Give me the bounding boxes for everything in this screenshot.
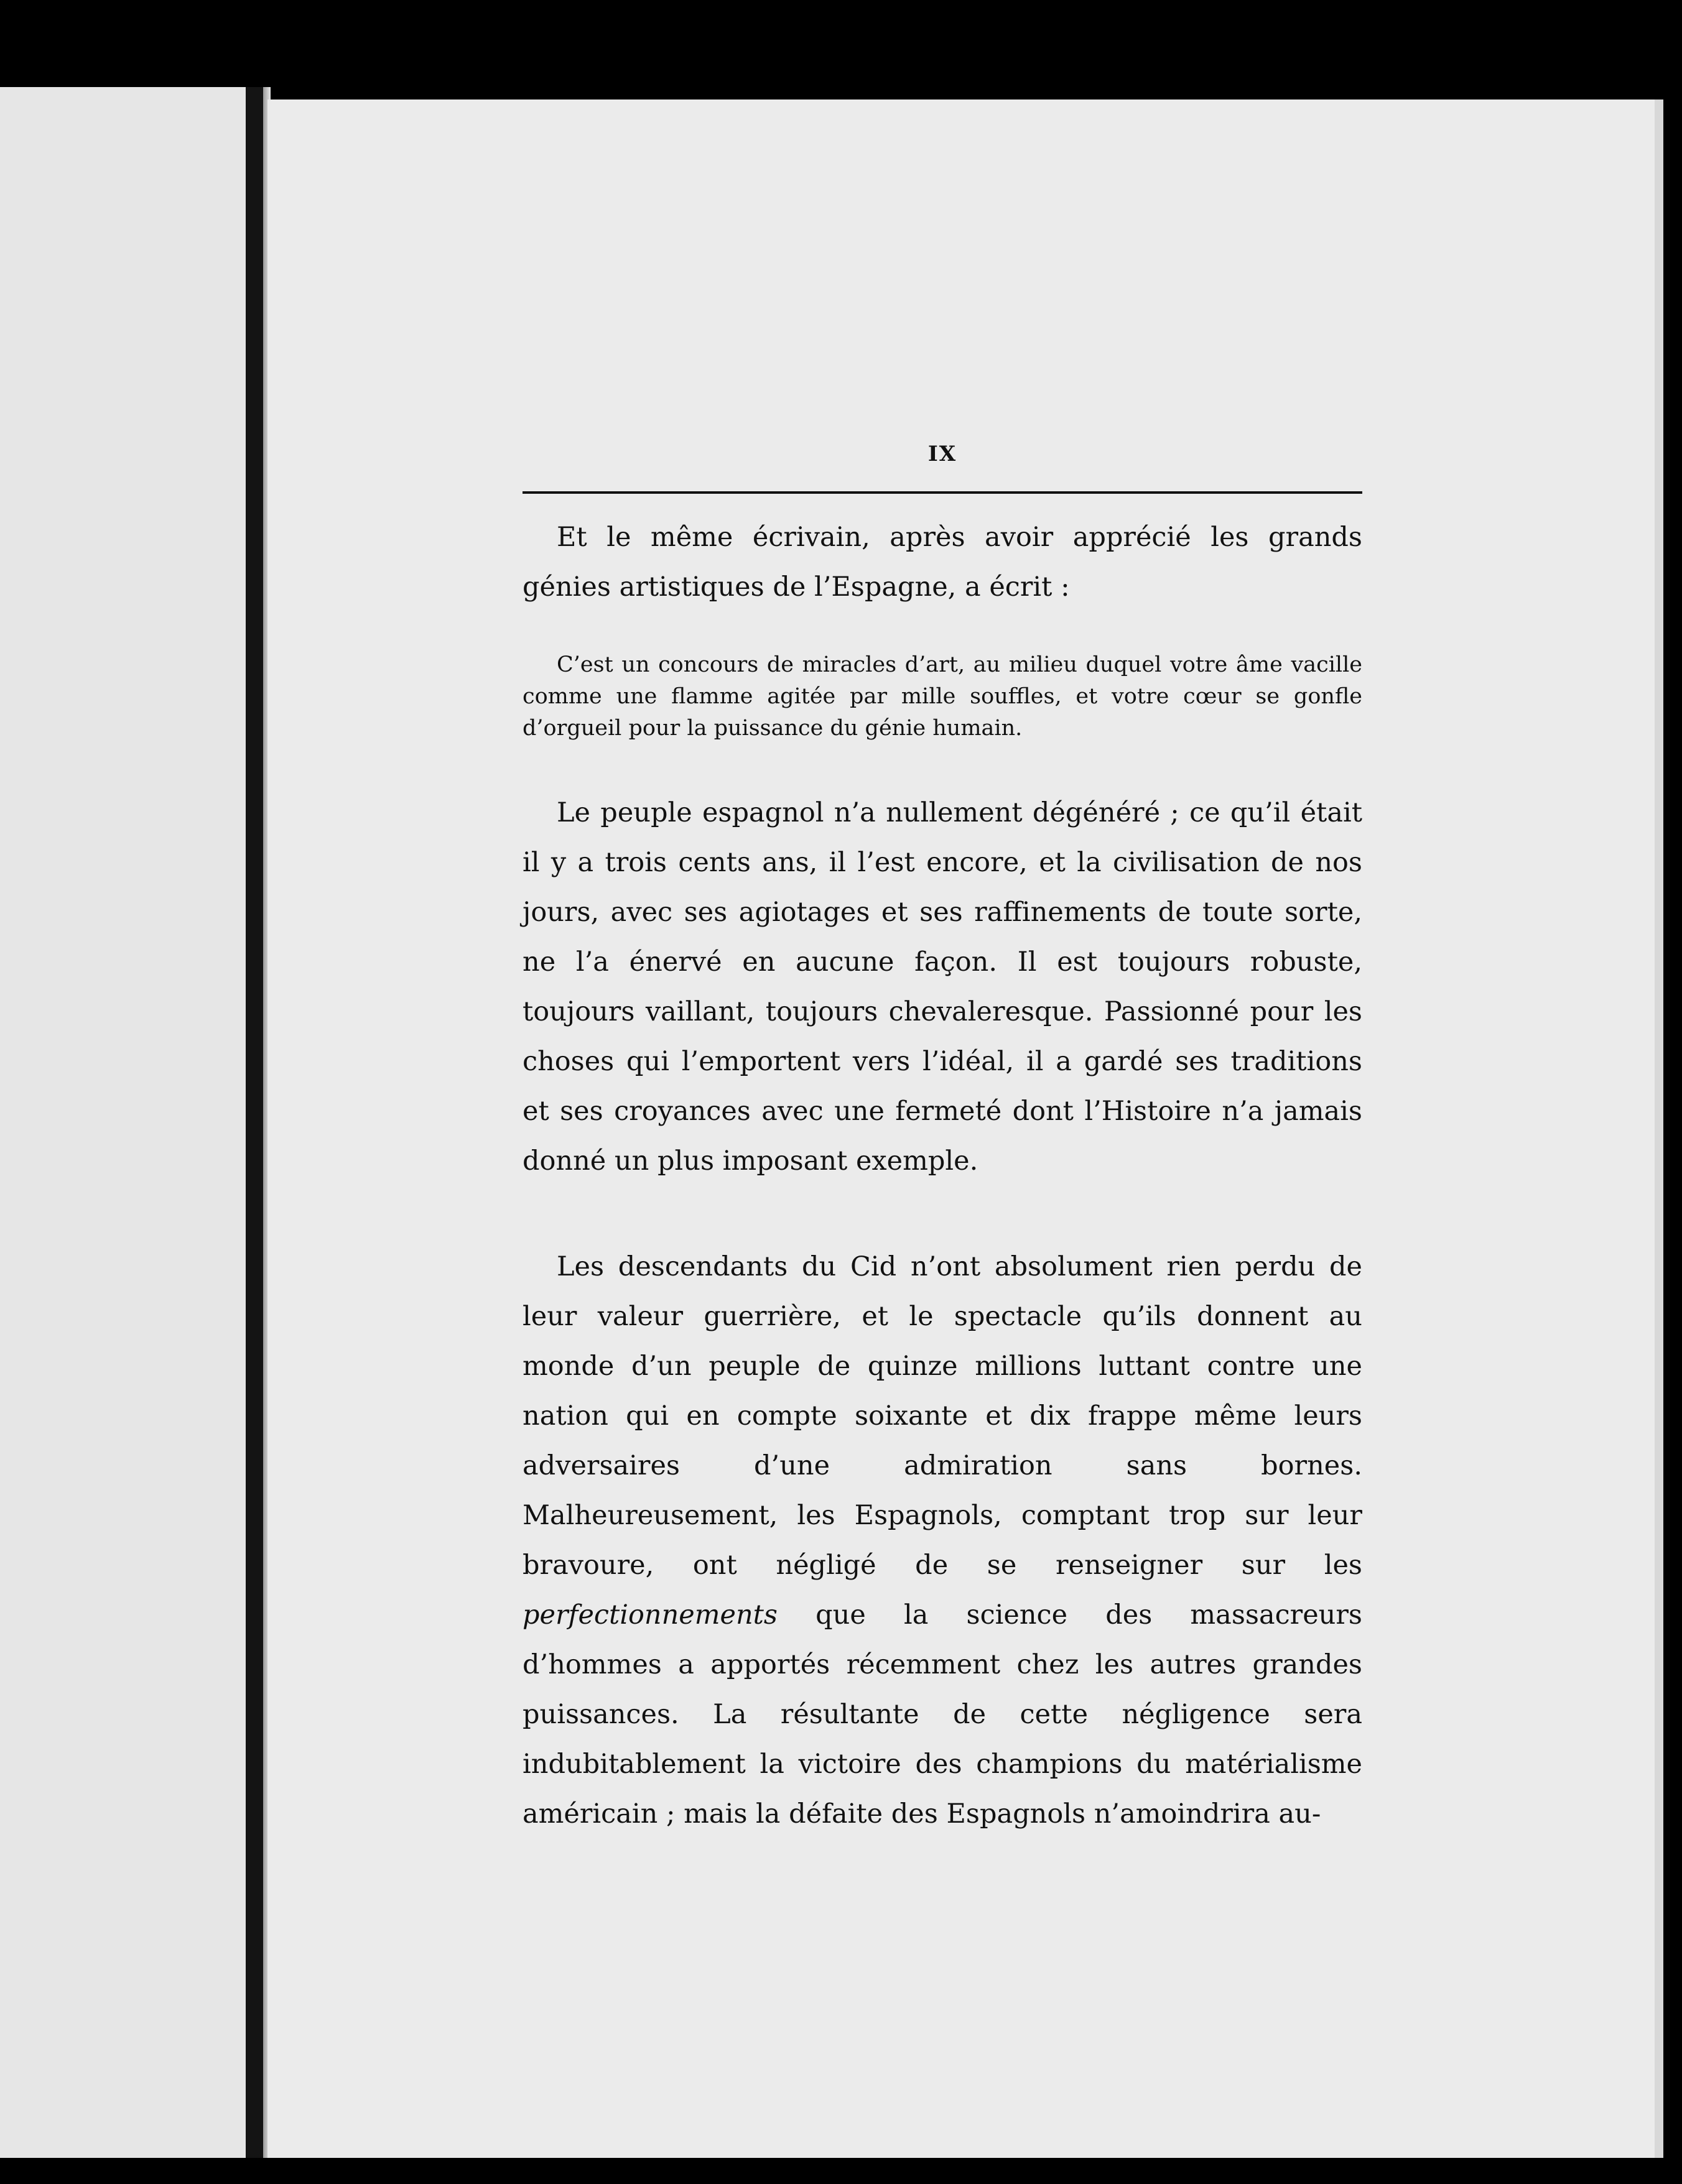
paragraph-2: Le peuple espagnol n’a nullement dégénéré ; ce qu’il était il y a trois cents ans, il l’est encore, et la civilisation de nos jours, avec ses agiotages et ses raffinements de toute sorte, ne l’a énervé en aucune façon. Il est toujours robuste, toujours vaillant, toujours chevaleresque. Passionné pour les choses qui l’emportent vers l’idéal, il a gardé ses traditions et ses croyances avec une fermeté dont l’Histoire n’a jamais donné un plus imposant exemple. <box>523 797 1362 1177</box>
paragraph-3-text-a: Les descendants du Cid n’ont absolument rien perdu de leur valeur guerrière, et le spectacle qu’ils donnent au monde d’un peuple de quinze millions luttant contre une nation qui en compte soixante et dix frappe même leurs adversaires d’une admiration sans bornes. Malheureusement, les Espagnols, comptant trop sur leur bravoure, ont négligé de se renseigner sur les <box>523 1251 1362 1581</box>
paragraph-3-italic: perfectionnements <box>523 1599 778 1631</box>
paragraph-1: Et le même écrivain, après avoir apprécié les grands génies artistiques de l’Espagne, a écrit : <box>523 522 1362 603</box>
book-gutter <box>246 87 263 2158</box>
facing-page-edge <box>0 87 252 2158</box>
paragraph-spacer <box>523 1186 1362 1242</box>
header-rule <box>523 491 1362 494</box>
book-page <box>267 99 1663 2158</box>
paragraph-3 <box>523 1242 1362 1839</box>
page-content <box>523 336 1362 1839</box>
paragraph-3-text-b: que la science des massacreurs d’hommes a apportés récemment chez les autres grandes puissances. La résultante de cette négligence sera indubitablement la victoire des champions du matérialisme américain ; mais la défaite des Espagnols n’amoindrira au- <box>523 1599 1362 1830</box>
page-number: IX <box>927 442 957 466</box>
block-quote: C’est un concours de miracles d’art, au milieu duquel votre âme vacille comme une flamme agitée par mille souffles, et votre cœur se gonfle d’orgueil pour la puissance du génie humain. <box>523 652 1362 741</box>
